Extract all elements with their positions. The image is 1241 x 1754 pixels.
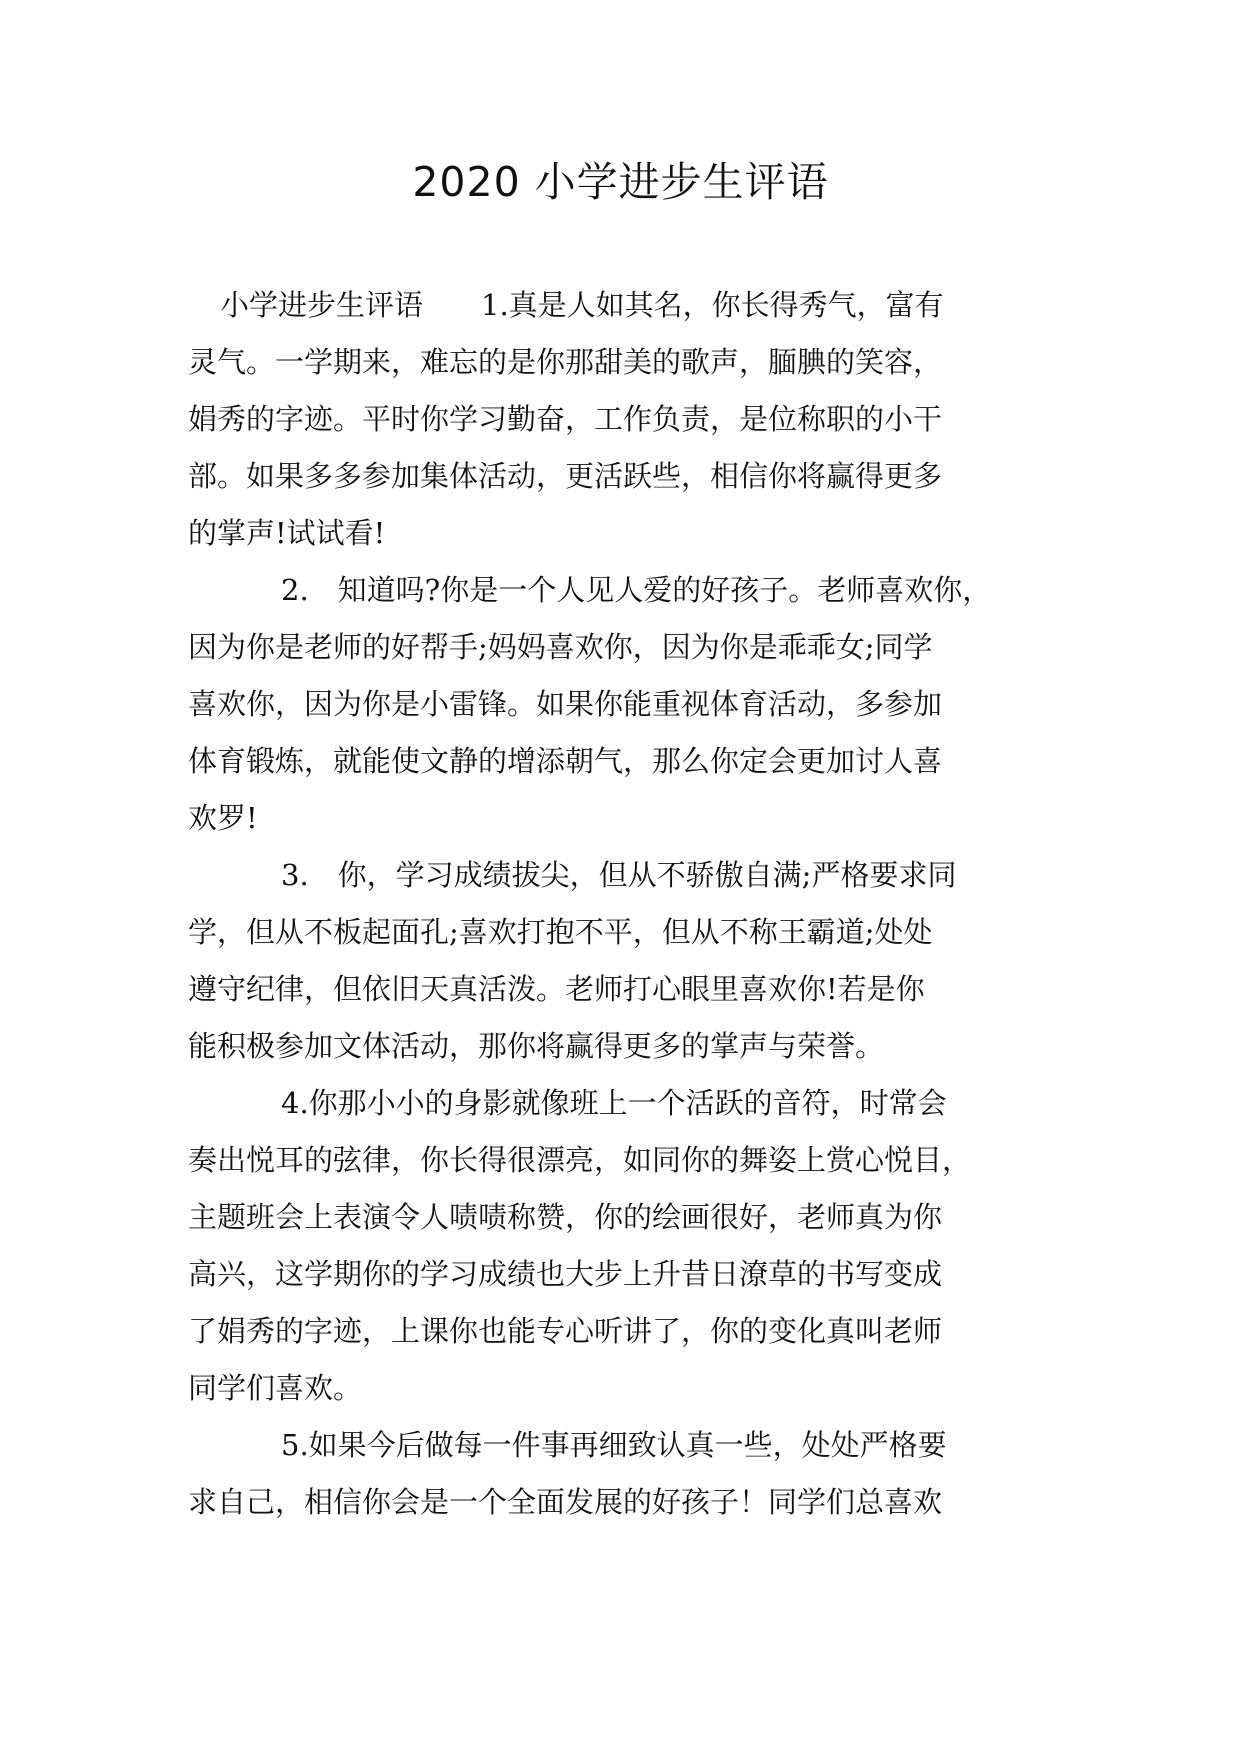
text-line: 高兴，这学期你的学习成绩也大步上升昔日潦草的书写变成: [188, 1257, 943, 1291]
document-title: 2020 小学进步生评语: [412, 158, 829, 206]
text-line: 主题班会上表演令人啧啧称赞，你的绘画很好，老师真为你: [188, 1200, 943, 1234]
text-line: 欢罗!: [188, 801, 258, 835]
paragraph-4: [188, 1075, 1050, 1417]
paragraph-1: [188, 277, 1050, 562]
text-line: 部。如果多多参加集体活动，更活跃些，相信你将赢得更多: [188, 459, 943, 493]
text-line-content: 3. 你，学习成绩拔尖，但从不骄傲自满;严格要求同: [281, 858, 957, 892]
text-line: 娟秀的字迹。平时你学习勤奋，工作负责，是位称职的小干: [188, 402, 943, 436]
paragraph-5: [188, 1417, 1050, 1531]
text-line: 求自己，相信你会是一个全面发展的好孩子！同学们总喜欢: [188, 1485, 943, 1519]
text-line-content: 小学进步生评语 1.真是人如其名，你长得秀气，富有: [220, 288, 944, 322]
text-line: 体育锻炼，就能使文静的增添朝气，那么你定会更加讨人喜: [188, 744, 943, 778]
text-line: 了娟秀的字迹，上课你也能专心听讲了，你的变化真叫老师: [188, 1314, 943, 1348]
text-line: 奏出悦耳的弦律，你长得很漂亮，如同你的舞姿上赏心悦目，: [188, 1143, 972, 1177]
text-line: 能积极参加文体活动，那你将赢得更多的掌声与荣誉。: [188, 1029, 885, 1063]
paragraph-3: [188, 847, 1050, 1075]
text-line: [188, 847, 1050, 904]
text-line: [188, 277, 1050, 334]
text-line: 喜欢你，因为你是小雷锋。如果你能重视体育活动，多参加: [188, 687, 943, 721]
text-line: [188, 1417, 1050, 1474]
text-line: 同学们喜欢。: [188, 1371, 363, 1405]
document-body: [188, 277, 1050, 1531]
text-line: [188, 1075, 1050, 1132]
text-line: 学，但从不板起面孔;喜欢打抱不平，但从不称王霸道;处处: [188, 915, 933, 949]
text-line: 遵守纪律，但依旧天真活泼。老师打心眼里喜欢你!若是你: [188, 972, 925, 1006]
text-line: [188, 562, 1050, 619]
text-line: 灵气。一学期来，难忘的是你那甜美的歌声，腼腆的笑容，: [188, 345, 943, 379]
text-line-content: 4.你那小小的身影就像班上一个活跃的音符，时常会: [281, 1086, 947, 1120]
text-line: 的掌声!试试看!: [188, 516, 386, 550]
paragraph-2: [188, 562, 1050, 847]
text-line-content: 2. 知道吗?你是一个人见人爱的好孩子。老师喜欢你，: [281, 573, 992, 607]
text-line-content: 5.如果今后做每一件事再细致认真一些，处处严格要: [281, 1428, 947, 1462]
text-line: 因为你是老师的好帮手;妈妈喜欢你，因为你是乖乖女;同学: [188, 630, 933, 664]
